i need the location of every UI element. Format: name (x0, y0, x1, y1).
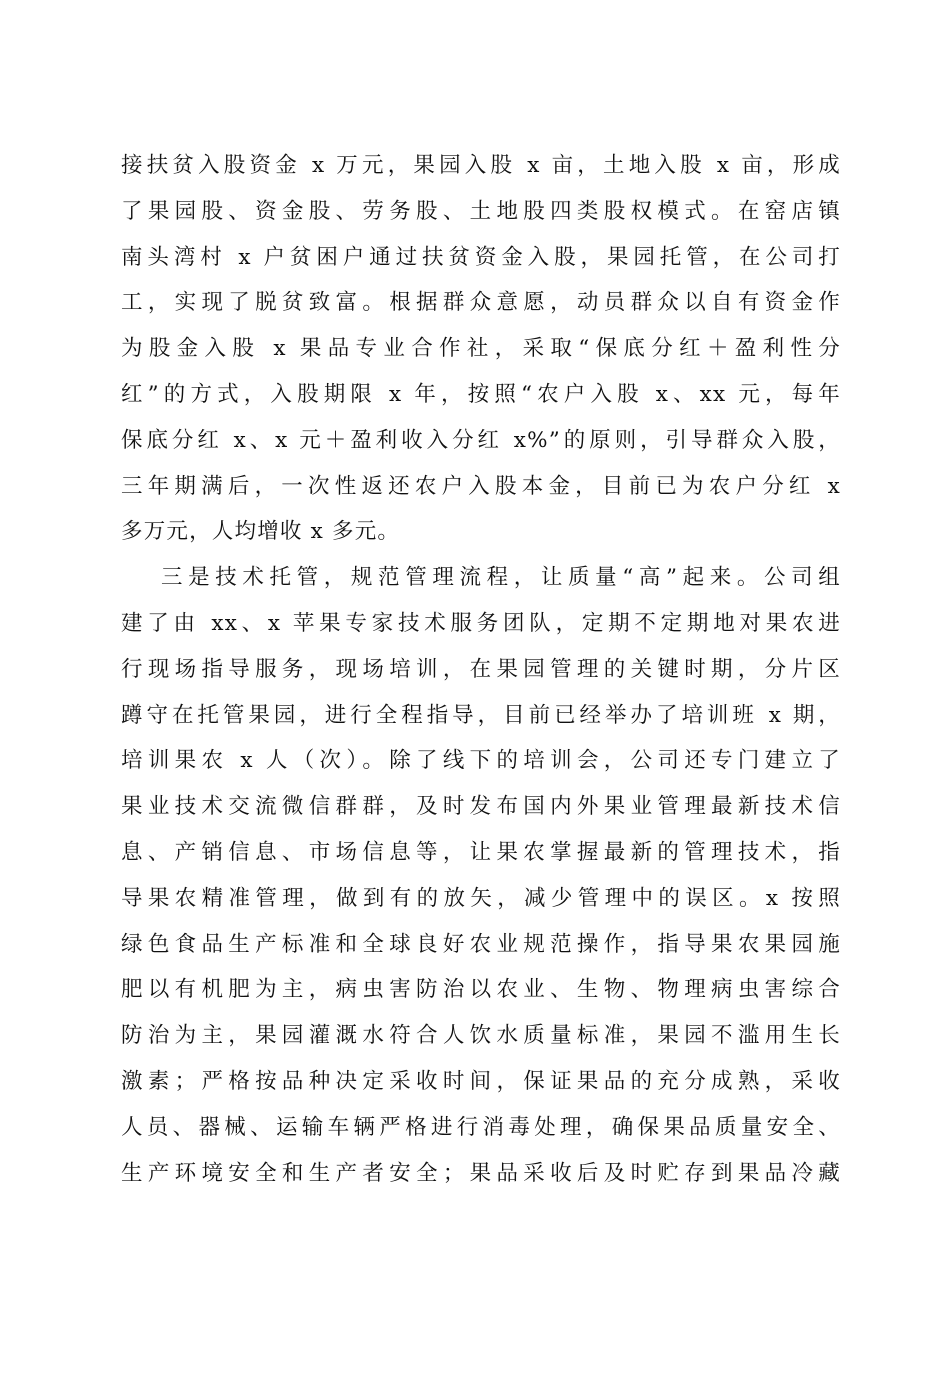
paragraph-line: 三年期满后，一次性返还农户入股本金，目前已为农户分红 x (121, 473, 841, 499)
paragraph-line: 蹲守在托管果园，进行全程指导，目前已经举办了培训班 x 期， (121, 702, 841, 728)
paragraph-line (121, 1196, 841, 1242)
paragraph-1 (121, 143, 841, 555)
paragraph-line: 导果农精准管理，做到有的放矢，减少管理中的误区。x 按照 (121, 885, 841, 911)
paragraph-line (121, 1334, 841, 1380)
paragraph-line: 多万元，人均增收 x 多元。 (121, 519, 401, 545)
paragraph-line: 肥以有机肥为主，病虫害防治以农业、生物、物理病虫害综合 (121, 977, 841, 1003)
paragraph-line: 接扶贫入股资金 x 万元，果园入股 x 亩，土地入股 x 亩，形成 (121, 153, 841, 178)
document-body (121, 143, 841, 1380)
paragraph-line: 激素；严格按品种决定采收时间，保证果品的充分成熟，采收 (121, 1068, 841, 1094)
paragraph-line (121, 1242, 841, 1288)
paragraph-line: 培训果农 x 人（次）。除了线下的培训会，公司还专门建立了 (121, 748, 841, 774)
paragraph-line: 果业技术交流微信群群，及时发布国内外果业管理最新技术信 (121, 794, 841, 820)
paragraph-line (121, 1288, 841, 1334)
paragraph-line: 生产环境安全和生产者安全；果品采收后及时贮存到果品冷藏 (121, 1160, 841, 1186)
paragraph-line: 红”的方式，入股期限 x 年，按照“农户入股 x、xx 元，每年 (121, 381, 841, 407)
paragraph-line: 防治为主，果园灌溉水符合人饮水质量标准，果园不滥用生长 (121, 1023, 841, 1049)
paragraph-line: 为股金入股 x 果品专业合作社，采取“保底分红＋盈利性分 (121, 336, 841, 362)
paragraph-line: 息、产销信息、市场信息等，让果农掌握最新的管理技术，指 (121, 839, 841, 865)
paragraph-line: 了果园股、资金股、劳务股、土地股四类股权模式。在窑店镇 (121, 198, 841, 224)
paragraph-line: 绿色食品生产标准和全球良好农业规范操作，指导果农果园施 (121, 931, 841, 957)
paragraph-line: 人员、器械、运输车辆严格进行消毒处理，确保果品质量安全、 (121, 1114, 841, 1140)
paragraph-line: 保底分红 x、x 元＋盈利收入分红 x%”的原则，引导群众入股， (121, 427, 841, 453)
paragraph-line: 南头湾村 x 户贫困户通过扶贫资金入股，果园托管，在公司打 (121, 244, 841, 270)
paragraph-2 (121, 555, 841, 1379)
paragraph-line: 行现场指导服务，现场培训，在果园管理的关键时期，分片区 (121, 656, 841, 682)
paragraph-line: 工，实现了脱贫致富。根据群众意愿，动员群众以自有资金作 (121, 290, 841, 316)
paragraph-line: 建了由 xx、x 苹果专家技术服务团队，定期不定期地对果农进 (121, 610, 841, 636)
paragraph-line-lead: 三是技术托管，规范管理流程，让质量“高”起来。公司组 (161, 565, 841, 591)
